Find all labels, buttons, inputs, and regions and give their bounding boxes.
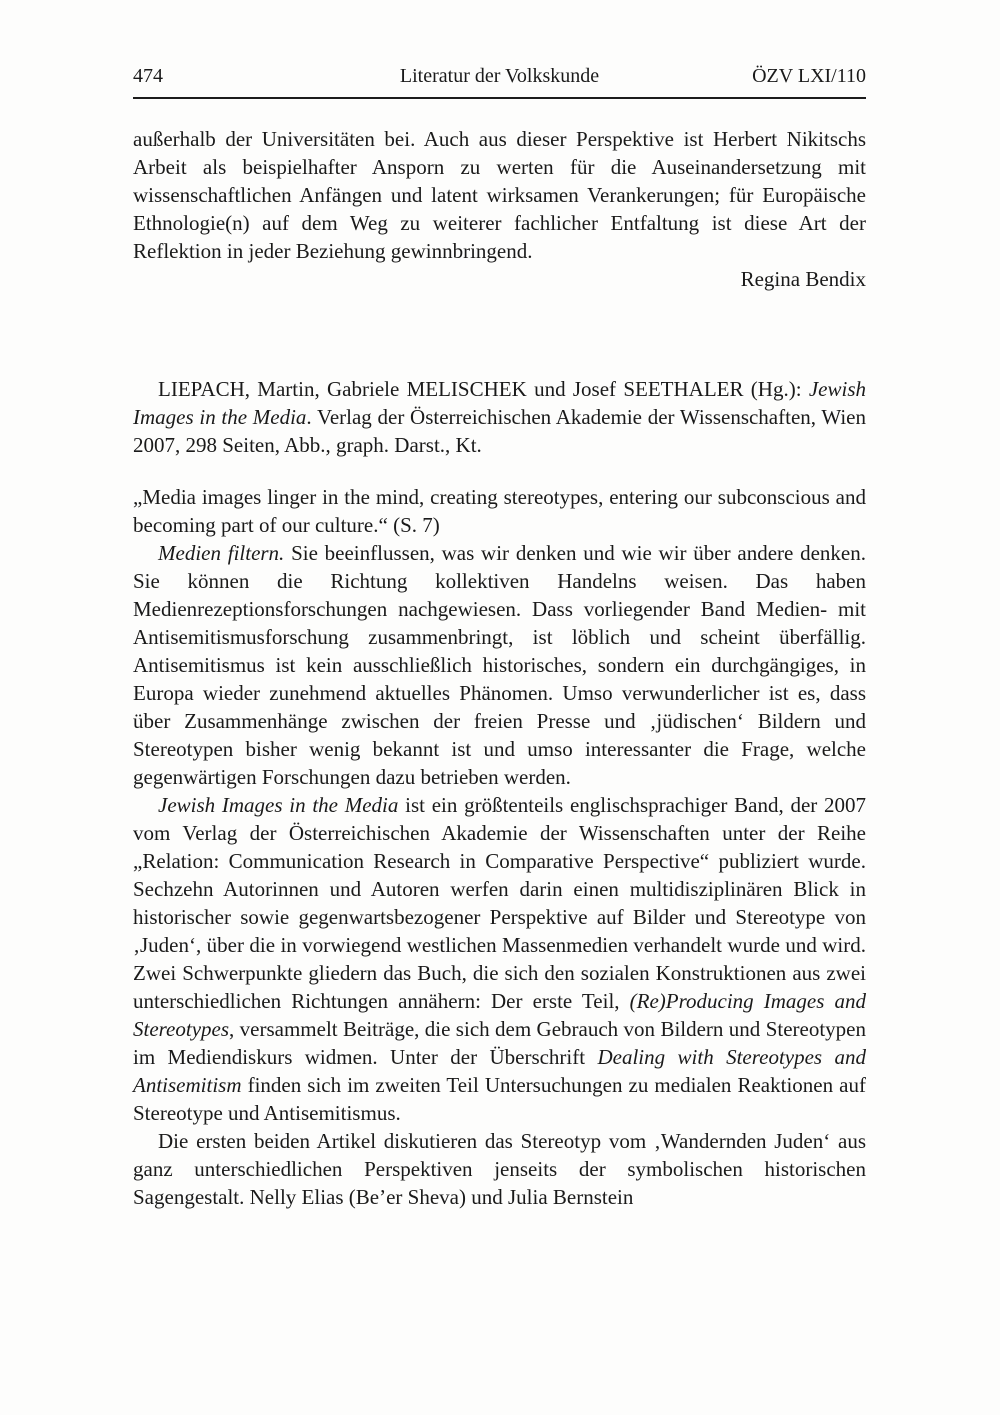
- jewish-paragraph-text-1: ist ein größtenteils englischsprachiger Band, der 2007 vom Verlag der Österreichischen Akademie der Wissenschaften unter der Reihe „Relation: Communication Research in Comparative Perspective“ publiziert wurde. Sechzehn Autorinnen und Autoren werfen darin einen multidisziplinären Blick in historischer sowie gegenwartsbezogener Perspektive auf Bilder und Stereotype von ‚Juden‘, über die in vorwiegend westlichen Massenmedien verhandelt wurde und wird. Zwei Schwerpunkte gliedern das Buch, die sich den sozialen Konstruktionen aus zwei unterschiedlichen Richtungen annähern: Der erste Teil,: [133, 793, 866, 1013]
- book-title-italic: Jewish Images in the Media: [158, 793, 399, 817]
- review-signature: Regina Bendix: [740, 267, 866, 291]
- part-one-title-italic: (Re)Producing Images and Stereotypes: [133, 989, 866, 1041]
- medien-filtern-italic: Medien filtern.: [158, 541, 285, 565]
- paragraph-final: Die ersten beiden Artikel diskutieren das Stereotyp vom ‚Wandernden Juden‘ aus ganz unterschiedlichen Perspektiven jenseits der symbolischen historischen Sagengestalt. Nelly Elias (Be’er Sheva) und Julia Bernstein: [133, 1129, 866, 1209]
- jewish-paragraph-text-2: , versammelt Beiträge, die sich dem Gebrauch von Bildern und Stereotypen im Mediendiskurs widmen. Unter der Überschrift: [133, 1017, 866, 1069]
- running-title: Literatur der Volkskunde: [399, 65, 600, 87]
- paragraph-medien: [133, 539, 866, 791]
- medien-paragraph-text: Sie beeinflussen, was wir denken und wie wir über andere denken. Sie können die Richtung kollektiven Handelns weisen. Das haben Medienrezeptionsforschungen nachgewiesen. Dass vorliegender Band Medien- mit Antisemitismusforschung zusammenbringt, ist löblich und scheint überfällig. Antisemitismus ist kein ausschließlich historisches, sondern ein durchgängiges, in Europa wieder zunehmend aktuelles Phänomen. Umso verwunderlicher ist es, dass über Zusammenhänge zwischen der freien Presse und ‚jüdischen‘ Bildern und Stereotypen bisher wenig bekannt ist und umso interessanter die Frage, welche gegenwärtigen Forschungen dazu betrieben werden.: [133, 541, 866, 789]
- journal-reference: ÖZV LXI/110: [752, 65, 866, 87]
- paragraph-continuation: außerhalb der Universitäten bei. Auch aus dieser Perspektive ist Herbert Nikitschs Arbeit als beispielhafter Ansporn zu werten für die Auseinandersetzung mit wissenschaftlichen Anfängen und latent wirksamen Verankerungen; für Europäische Ethnologie(n) auf dem Weg zu weiterer fachlicher Entfaltung ist diese Art der Reflektion in jeder Beziehung gewinnbringend.: [133, 127, 866, 263]
- citation-publisher: . Verlag der Österreichischen Akademie der Wissenschaften, Wien 2007, 298 Seiten, Abb., graph. Darst., Kt.: [133, 405, 866, 457]
- jewish-paragraph-text-3: finden sich im zweiten Teil Untersuchungen zu medialen Reaktionen auf Stereotype und Antisemitismus.: [133, 1073, 866, 1125]
- book-citation: [133, 375, 866, 459]
- page-header: [133, 64, 866, 88]
- part-two-title-italic: Dealing with Stereotypes and Antisemitism: [133, 1045, 866, 1097]
- header-rule: [133, 97, 866, 99]
- page-body: [133, 125, 866, 1211]
- citation-book-title-italic: Jewish Images in the Media: [133, 377, 866, 429]
- page-number: 474: [133, 65, 163, 87]
- paragraph-quote: „Media images linger in the mind, creating stereotypes, entering our subconscious and becoming part of our culture.“ (S. 7): [133, 485, 866, 537]
- citation-authors: LIEPACH, Martin, Gabriele MELISCHEK und Josef SEETHALER (Hg.):: [158, 377, 809, 401]
- paragraph-jewish-images: [133, 791, 866, 1127]
